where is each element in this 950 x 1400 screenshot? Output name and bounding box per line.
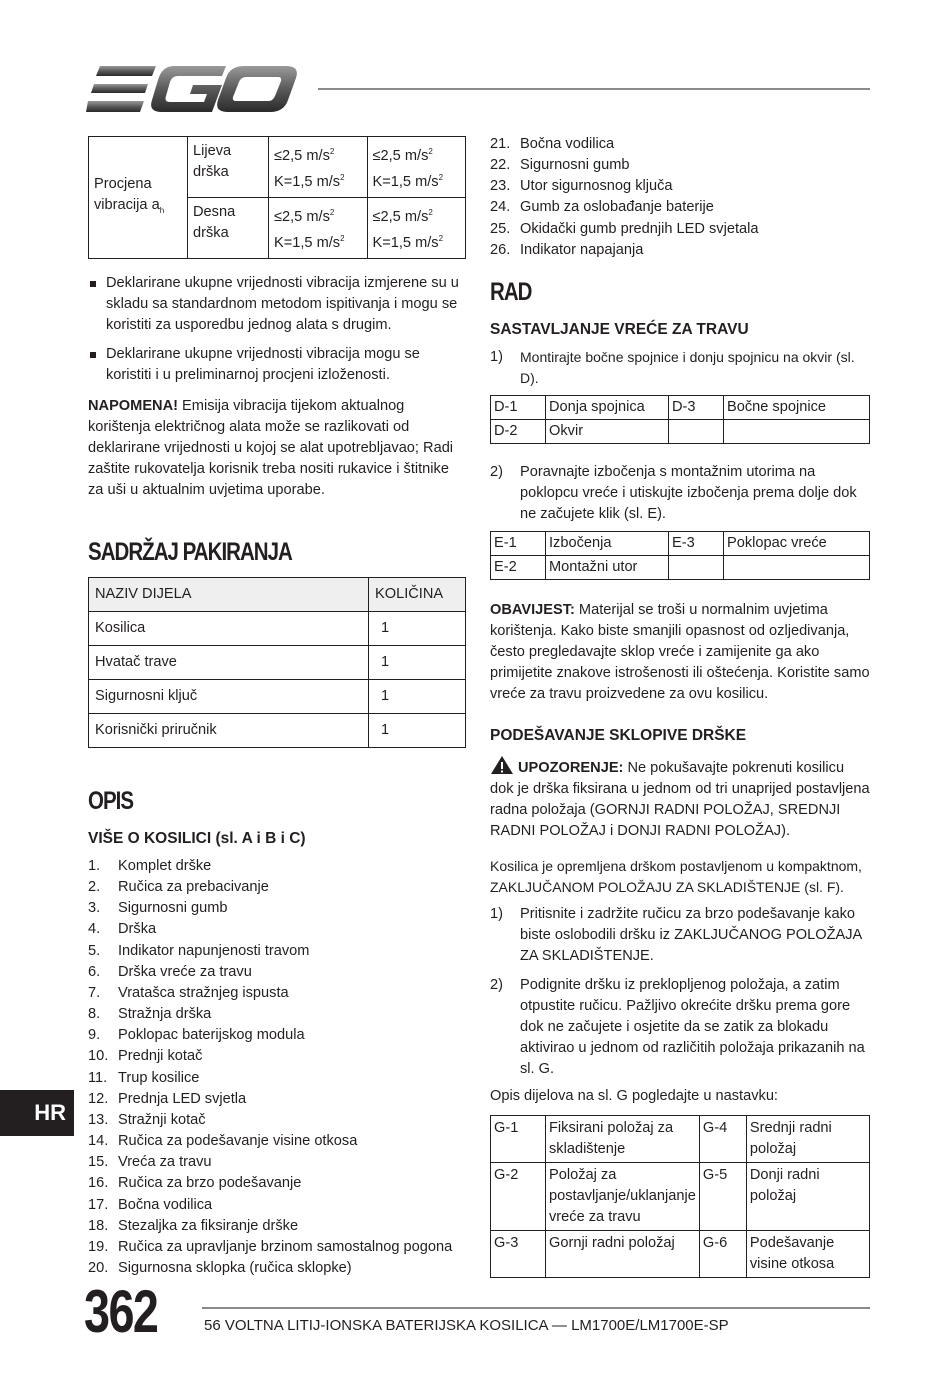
- list-text: Stezaljka za fiksiranje drške: [118, 1217, 299, 1234]
- list-number: 8.: [88, 1006, 101, 1023]
- desc-cell: Izbočenja: [546, 531, 669, 555]
- list-number: 11.: [88, 1069, 108, 1086]
- list-number: 3.: [88, 900, 101, 917]
- desc-cell: [724, 419, 870, 443]
- list-text: Stražnja drška: [118, 1006, 212, 1023]
- list-text: Utor sigurnosnog ključa: [520, 178, 673, 195]
- value-cell: ≤2,5 $m/s^2$ K=1,5 $m/s^2$: [269, 198, 368, 259]
- notice-paragraph: OBAVIJEST: Materijal se troši u normalnim uvjetima korištenja. Kako biste smanjili opasnost od ozljedivanja, često pregledavajte sklop vreće i zamijenite ga ako primijetite znakove istrošenosti ili oštećenja. Koristite samo vreće za travu proizvedene za ovu kosilicu.: [490, 601, 870, 702]
- list-text: Gumb za oslobađanje baterije: [520, 199, 714, 216]
- package-item-name: Korisnički priručnik: [89, 714, 369, 748]
- handle-step-2: 2) Podignite dršku iz preklopljenog položaja, a zatim otpustite ručicu. Pažljivo okrećite dršku prema gore dok ne začujete i osjetite da se zatik za blokadu aktivirao u jednom od različitih položaja prikazanih na sl. G.: [490, 976, 865, 1077]
- desc-cell: Fiksirani položaj za skladištenje: [546, 1115, 700, 1162]
- parts-list-item: [490, 134, 870, 155]
- list-number: 6.: [88, 963, 101, 980]
- code-cell: D-2: [491, 419, 546, 443]
- parts-list-item: [88, 1258, 466, 1279]
- list-text: Ručica za upravljanje brzinom samostalnog pogona: [118, 1238, 453, 1255]
- list-number: 24.: [490, 199, 511, 216]
- ego-logo: [86, 64, 298, 114]
- list-text: Bočna vodilica: [118, 1196, 213, 1213]
- list-number: 19.: [88, 1238, 109, 1255]
- parts-list-item: [490, 176, 870, 197]
- list-number: 2.: [88, 879, 101, 896]
- list-number: 20.: [88, 1259, 109, 1276]
- list-text: Bočna vodilica: [520, 136, 615, 152]
- right-column: [490, 134, 870, 1278]
- code-cell: G-3: [491, 1230, 546, 1277]
- package-header-qty: KOLIČINA: [369, 578, 466, 612]
- parts-list-item: [88, 1110, 466, 1131]
- opis-title: OPIS: [88, 787, 134, 815]
- package-header-name: NAZIV DIJELA: [89, 578, 369, 612]
- list-text: Poklopac baterijskog modula: [118, 1027, 305, 1044]
- list-number: 18.: [88, 1217, 109, 1234]
- list-text: Ručica za podešavanje visine otkosa: [118, 1133, 358, 1150]
- list-text: Komplet drške: [118, 858, 212, 874]
- code-cell: [669, 419, 724, 443]
- package-item-name: Kosilica: [89, 612, 369, 646]
- code-cell: G-2: [491, 1162, 546, 1230]
- parts-list-item: [490, 155, 870, 176]
- desc-cell: Bočne spojnice: [724, 395, 870, 419]
- parts-list-item: [88, 919, 466, 940]
- bullet-item: Deklarirane ukupne vrijednosti vibracija izmjerene su u skladu sa standardnom metodom ispitivanja i mogu se koristiti za usporedbu jednog alata s drugim.: [88, 273, 466, 336]
- assembly-title: SASTAVLJANJE VREĆE ZA TRAVU: [490, 320, 749, 338]
- value-cell: ≤2,5 $m/s^2$ K=1,5 $m/s^2$: [269, 137, 368, 198]
- parts-list-item: [88, 1237, 466, 1258]
- code-cell: E-3: [669, 531, 724, 555]
- code-cell: E-2: [491, 555, 546, 579]
- package-title: SADRŽAJ PAKIRANJA: [88, 538, 292, 566]
- list-text: Ručica za prebacivanje: [118, 879, 269, 896]
- value-cell: ≤2,5 $m/s^2$ K=1,5 $m/s^2$: [367, 198, 466, 259]
- list-text: Sigurnosni gumb: [520, 157, 630, 174]
- desc-cell: Okvir: [546, 419, 669, 443]
- handle-title: PODEŠAVANJE SKLOPIVE DRŠKE: [490, 726, 747, 744]
- assembly-step-2: 2) Poravnajte izbočenja s montažnim utorima na poklopcu vreće i utiskujte izbočenja prema dolje dok ne začujete klik (sl. E).: [490, 463, 857, 522]
- table-d: [490, 395, 870, 444]
- list-number: 10.: [88, 1048, 109, 1065]
- note-paragraph: NAPOMENA! Emisija vibracija tijekom aktualnog korištenja električnog alata može se razlikovati od deklarirane vrijednosti u kojoj se alat upotrebljavao; Radi zaštite rukovatelja korisnik treba nositi rukavice i štitnike za uši u aktualnim uvjetima uporabe.: [88, 398, 454, 498]
- list-text: Vratašca stražnjeg ispusta: [118, 984, 289, 1001]
- parts-list-item: [88, 1068, 466, 1089]
- parts-list-item: [88, 877, 466, 898]
- parts-list-item: [490, 240, 870, 261]
- value-cell: ≤2,5 $m/s^2$ K=1,5 $m/s^2$: [367, 137, 466, 198]
- parts-list-item: [490, 219, 870, 240]
- list-number: 23.: [490, 178, 511, 195]
- parts-list-item: [88, 1216, 466, 1237]
- code-cell: E-1: [491, 531, 546, 555]
- parts-list-item: [88, 1025, 466, 1046]
- list-number: 1.: [88, 858, 101, 874]
- parts-list-item: [88, 856, 466, 877]
- code-cell: G-1: [491, 1115, 546, 1162]
- code-cell: D-1: [491, 395, 546, 419]
- parts-list-item: [88, 898, 466, 919]
- list-number: 25.: [490, 220, 511, 237]
- g-intro: Opis dijelova na sl. G pogledajte u nastavku:: [490, 1087, 778, 1104]
- desc-cell: Srednji radni položaj: [746, 1115, 869, 1162]
- list-text: Sigurnosna sklopka (ručica sklopke): [118, 1259, 352, 1276]
- list-number: 16.: [88, 1175, 109, 1192]
- list-number: 12.: [88, 1090, 109, 1107]
- desc-cell: [724, 555, 870, 579]
- list-text: Prednji kotač: [118, 1048, 203, 1065]
- package-item-qty: 1: [369, 680, 466, 714]
- list-text: Vreća za travu: [118, 1154, 212, 1171]
- package-item-qty: 1: [369, 646, 466, 680]
- handle-cell: Desna drška: [188, 198, 269, 259]
- table-g: [490, 1115, 870, 1278]
- left-column: [88, 136, 466, 1279]
- warning-paragraph: UPOZORENJE: Ne pokušavajte pokrenuti kosilicu dok je drška fiksirana u jednom od tri unaprijed postavljena radna položaja (GORNJI RADNI POLOŽAJ, SREDNJI RADNI POLOŽAJ i DONJI RADNI POLOŽAJ).: [490, 755, 870, 842]
- code-cell: G-4: [699, 1115, 746, 1162]
- list-text: Drška vreće za travu: [118, 963, 252, 980]
- code-cell: G-6: [699, 1230, 746, 1277]
- list-text: Indikator napajanja: [520, 241, 644, 258]
- parts-list-right: [490, 134, 870, 261]
- handle-intro: Kosilica je opremljena drškom postavljenom u kompaktnom, ZAKLJUČANOM POLOŽAJU ZA SKLADIŠTENJE (sl. F).: [490, 857, 862, 895]
- list-text: Drška: [118, 921, 157, 938]
- parts-list-item: [88, 1131, 466, 1152]
- list-number: 22.: [490, 157, 511, 174]
- desc-cell: Položaj za postavljanje/uklanjanje vreće za travu: [546, 1162, 700, 1230]
- bullet-item: Deklarirane ukupne vrijednosti vibracija mogu se koristiti i u preliminarnoj procjeni izloženosti.: [88, 344, 466, 386]
- desc-cell: Donja spojnica: [546, 395, 669, 419]
- package-item-qty: 1: [369, 612, 466, 646]
- parts-list-item: [88, 1152, 466, 1173]
- warning-icon: [490, 755, 514, 775]
- list-text: Okidački gumb prednjih LED svjetala: [520, 220, 759, 237]
- parts-list-item: [88, 1004, 466, 1025]
- package-item-qty: 1: [369, 714, 466, 748]
- list-text: Stražnji kotač: [118, 1111, 206, 1128]
- list-number: 7.: [88, 984, 101, 1001]
- page-number: 362: [84, 1278, 158, 1345]
- list-number: 17.: [88, 1196, 109, 1213]
- desc-cell: Montažni utor: [546, 555, 669, 579]
- footer-rule: [202, 1307, 870, 1309]
- footer-text: 56 VOLTNA LITIJ-IONSKA BATERIJSKA KOSILICA — LM1700E/LM1700E-SP: [204, 1317, 729, 1334]
- code-cell: D-3: [669, 395, 724, 419]
- desc-cell: Gornji radni položaj: [546, 1230, 700, 1277]
- handle-cell: Lijeva drška: [188, 137, 269, 198]
- list-number: 15.: [88, 1154, 109, 1171]
- desc-cell: Poklopac vreće: [724, 531, 870, 555]
- table-e: [490, 531, 870, 580]
- list-number: 4.: [88, 921, 101, 938]
- list-number: 5.: [88, 942, 101, 959]
- rad-title: RAD: [490, 277, 532, 306]
- parts-list-item: [88, 941, 466, 962]
- list-number: 14.: [88, 1133, 109, 1150]
- desc-cell: Podešavanje visine otkosa: [746, 1230, 869, 1277]
- vibration-table: [88, 136, 466, 259]
- package-item-name: Hvatač trave: [89, 646, 369, 680]
- desc-cell: Donji radni položaj: [746, 1162, 869, 1230]
- header-rule: [318, 88, 870, 90]
- code-cell: G-5: [699, 1162, 746, 1230]
- parts-list-item: [88, 1173, 466, 1194]
- parts-list-left: [88, 856, 466, 1279]
- parts-list-item: [88, 1046, 466, 1067]
- package-item-name: Sigurnosni ključ: [89, 680, 369, 714]
- code-cell: [669, 555, 724, 579]
- list-number: 26.: [490, 241, 511, 258]
- list-text: Trup kosilice: [118, 1069, 200, 1086]
- list-text: Sigurnosni gumb: [118, 900, 228, 917]
- opis-subtitle: VIŠE O KOSILICI (sl. A i B i C): [88, 830, 306, 847]
- list-text: Ručica za brzo podešavanje: [118, 1175, 302, 1192]
- package-table: [88, 577, 466, 748]
- parts-list-item: [490, 197, 870, 218]
- list-text: Prednja LED svjetla: [118, 1090, 247, 1107]
- language-tab: HR: [0, 1090, 74, 1136]
- parts-list-item: [88, 983, 466, 1004]
- parts-list-item: [88, 962, 466, 983]
- list-text: Indikator napunjenosti travom: [118, 942, 310, 959]
- list-number: 21.: [490, 136, 511, 152]
- list-number: 9.: [88, 1027, 101, 1044]
- vibration-label: Procjena vibracija $a_h$: [89, 137, 188, 259]
- list-number: 13.: [88, 1111, 109, 1128]
- parts-list-item: [88, 1195, 466, 1216]
- assembly-step-1: 1) Montirajte bočne spojnice i donju spojnicu na okvir (sl. D).: [490, 348, 855, 386]
- parts-list-item: [88, 1089, 466, 1110]
- handle-step-1: 1) Pritisnite i zadržite ručicu za brzo podešavanje kako biste oslobodili dršku iz ZAKLJUČANOG POLOŽAJA ZA SKLADIŠTENJE.: [490, 905, 862, 964]
